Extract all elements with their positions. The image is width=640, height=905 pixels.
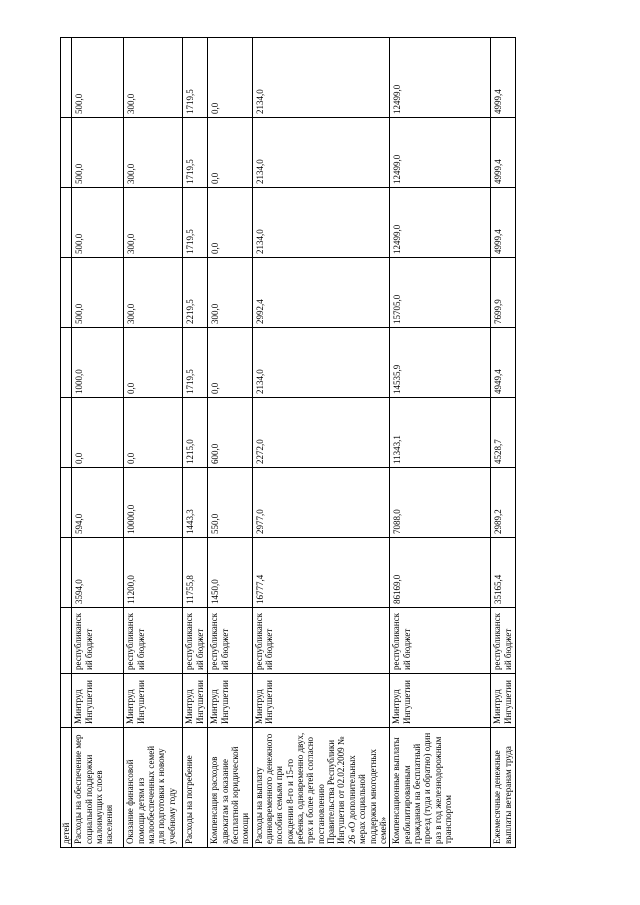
value-cell: 11343,1 [390,398,491,468]
value-cell: 500,0 [72,188,124,258]
row-name: Расходы на обеспечение мер социальной поддержки малоимущих слоев населения [72,728,124,848]
value-cell: 16777,4 [252,538,389,608]
row-source: республиканский бюджет [183,608,208,674]
value-cell: 10000,0 [124,468,183,538]
empty-cell [61,188,72,258]
value-cell: 1719,5 [183,118,208,188]
row-executor: Минтруд Ингушетии [183,674,208,728]
value-cell: 14535,9 [390,328,491,398]
value-cell: 2272,0 [252,398,389,468]
row-executor: Минтруд Ингушетии [390,674,491,728]
row-executor: Минтруд Ингушетии [252,674,389,728]
value-cell: 1719,5 [183,328,208,398]
value-cell: 1215,0 [183,398,208,468]
row-source: республиканский бюджет [72,608,124,674]
table-row [491,38,516,848]
value-cell: 594,0 [72,468,124,538]
value-cell: 3594,0 [72,538,124,608]
value-cell: 300,0 [208,258,252,328]
table-row [390,38,491,848]
value-cell: 300,0 [124,38,183,118]
value-cell: 2134,0 [252,118,389,188]
value-cell: 0,0 [72,398,124,468]
table-row [183,38,208,848]
value-cell: 11755,8 [183,538,208,608]
table-row [124,38,183,848]
value-cell: 0,0 [124,328,183,398]
row-source: республиканский бюджет [491,608,516,674]
value-cell: 500,0 [72,258,124,328]
value-cell: 4528,7 [491,398,516,468]
row-name: Расходы на погребение [183,728,208,848]
row-source: республиканский бюджет [208,608,252,674]
value-cell: 4999,4 [491,118,516,188]
value-cell: 0,0 [208,38,252,118]
value-cell: 4999,4 [491,38,516,118]
value-cell: 600,0 [208,398,252,468]
value-cell: 2992,4 [252,258,389,328]
value-cell: 300,0 [124,258,183,328]
row-source: республиканский бюджет [390,608,491,674]
value-cell: 0,0 [124,398,183,468]
value-cell: 12499,0 [390,118,491,188]
value-cell: 1450,0 [208,538,252,608]
table-row [252,38,389,848]
rotated-page [60,38,516,848]
header-cell: детей [61,728,72,848]
value-cell: 300,0 [124,118,183,188]
value-cell: 0,0 [208,118,252,188]
empty-cell [61,118,72,188]
empty-cell [61,258,72,328]
value-cell: 7699,9 [491,258,516,328]
value-cell: 500,0 [72,118,124,188]
row-name: Компенсационные выплаты реабилитированным гражданам на бесплатный проезд (туда и обратно) один раз в год железнодорожным транспортом [390,728,491,848]
value-cell: 1000,0 [72,328,124,398]
row-executor: Минтруд Ингушетии [491,674,516,728]
value-cell: 2989,2 [491,468,516,538]
value-cell: 2219,5 [183,258,208,328]
empty-cell [61,538,72,608]
empty-cell [61,674,72,728]
value-cell: 7088,0 [390,468,491,538]
value-cell: 1719,5 [183,38,208,118]
row-source: республиканский бюджет [252,608,389,674]
row-name: Ежемесячные денежные выплаты ветеранам труда [491,728,516,848]
table-row [208,38,252,848]
value-cell: 35165,4 [491,538,516,608]
value-cell: 2134,0 [252,328,389,398]
value-cell: 1443,3 [183,468,208,538]
table-row [72,38,124,848]
row-executor: Минтруд Ингушетии [124,674,183,728]
value-cell: 300,0 [124,188,183,258]
value-cell: 0,0 [208,188,252,258]
value-cell: 86169,0 [390,538,491,608]
row-source: республиканский бюджет [124,608,183,674]
table-body [61,38,516,848]
empty-cell [61,38,72,118]
value-cell: 4999,4 [491,188,516,258]
empty-cell [61,398,72,468]
table-row-header [61,38,72,848]
value-cell: 15705,0 [390,258,491,328]
value-cell: 4949,4 [491,328,516,398]
value-cell: 0,0 [208,328,252,398]
empty-cell [61,608,72,674]
row-name: Расходы на выплату единовременного денежного пособия семьям при рождении 8-го и 15-го ребенка, одновременно двух, трех и более детей согласно постановлению Правительства Республики Ингушетия от 02.02.2009 № 26 «О дополнительных мерах социальной поддержки многодетных семей» [252,728,389,848]
budget-table [60,37,516,848]
value-cell: 12499,0 [390,38,491,118]
value-cell: 500,0 [72,38,124,118]
empty-cell [61,468,72,538]
value-cell: 11200,0 [124,538,183,608]
row-executor: Минтруд Ингушетии [72,674,124,728]
row-name: Компенсация расходов адвокатам за оказание бесплатной юридической помощи [208,728,252,848]
value-cell: 2977,0 [252,468,389,538]
value-cell: 550,0 [208,468,252,538]
value-cell: 2134,0 [252,188,389,258]
row-executor: Минтруд Ингушетии [208,674,252,728]
empty-cell [61,328,72,398]
row-name: Оказание финансовой помощи детям из малообеспеченных семей для подготовки к новому учебному году [124,728,183,848]
value-cell: 12499,0 [390,188,491,258]
value-cell: 1719,5 [183,188,208,258]
value-cell: 2134,0 [252,38,389,118]
